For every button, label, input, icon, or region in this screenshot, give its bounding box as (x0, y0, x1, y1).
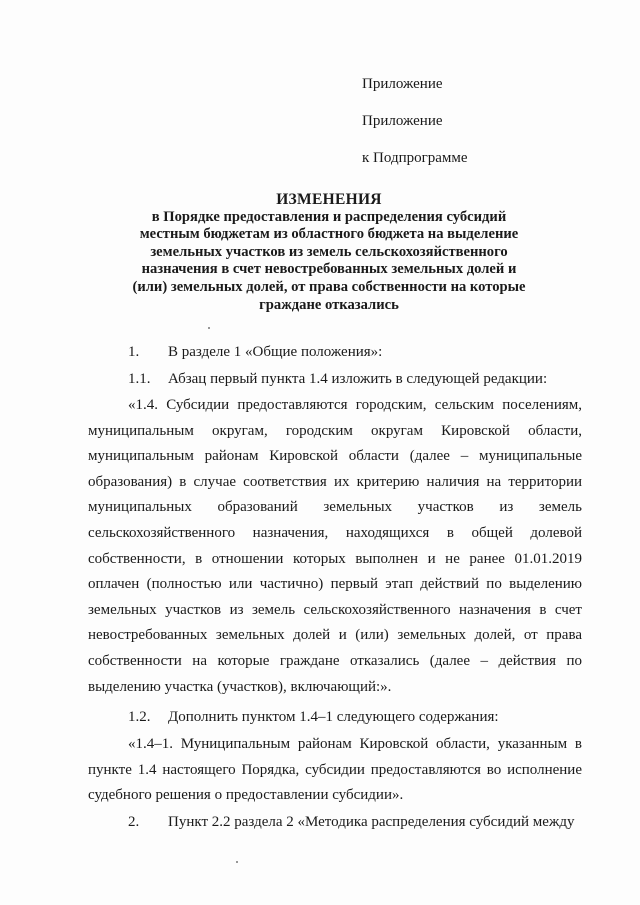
title-line: назначения в счет невостребованных земельных долей и (141, 261, 517, 278)
item-text: Пункт 2.2 раздела 2 «Методика распределения субсидий между (168, 814, 575, 830)
scan-speck (208, 327, 210, 329)
item-text: Абзац первый пункта 1.4 изложить в следующей редакции: (168, 371, 548, 387)
appendix-label: Приложение (362, 76, 443, 92)
appendix-subprogram-label: к Подпрограмме (362, 150, 468, 166)
item-number: 1.2. (128, 709, 151, 725)
title-line: в Порядке предоставления и распределения субсидий (151, 208, 507, 225)
item-number: 1. (128, 344, 140, 360)
appendix-header (362, 76, 468, 187)
appendix-label-2: Приложение (362, 113, 443, 129)
paragraph-1-4-1 (88, 732, 582, 809)
paragraph-1-4 (88, 393, 582, 700)
item-text: В разделе 1 «Общие положения»: (168, 344, 383, 360)
title-main: ИЗМЕНЕНИЯ (276, 191, 382, 208)
scan-speck (236, 861, 238, 863)
paragraph-text: «1.4. Субсидии предоставляются городским, сельским поселениям, муниципальным округам, городским округам Кировской области, муниципальным районам Кировской области (далее – муниципальные образования) в случае соответствия их критерию наличия на территории муниципальных образований земельных участков из земель сельскохозяйственного назначения, находящихся в общей долевой собственности, в отношении которых выполнен и не ранее 01.01.2019 оплачен (полностью или частично) первый этап действий по выделению земельных участков из земель сельскохозяйственного назначения в счет невостребованных земельных долей и (или) земельных долей, от права собственности на которые граждане отказались (далее – действия по выделению участка (участков), включающий:». (88, 397, 582, 695)
title-line: земельных участков из земель сельскохозяйственного (150, 243, 508, 260)
paragraph-text: «1.4–1. Муниципальным районам Кировской области, указанным в пункте 1.4 настоящего Порядка, субсидии предоставляются во исполнение судебного решения о предоставлении субсидии». (88, 736, 582, 804)
item-number: 1.1. (128, 371, 151, 387)
title-line: (или) земельных долей, от права собственности на которые (132, 278, 526, 295)
title-line: местным бюджетам из областного бюджета на выделение (139, 226, 519, 243)
item-number: 2. (128, 814, 140, 830)
item-text: Дополнить пунктом 1.4–1 следующего содержания: (168, 709, 499, 725)
document-title (70, 191, 588, 314)
title-line: граждане отказались (259, 296, 399, 313)
